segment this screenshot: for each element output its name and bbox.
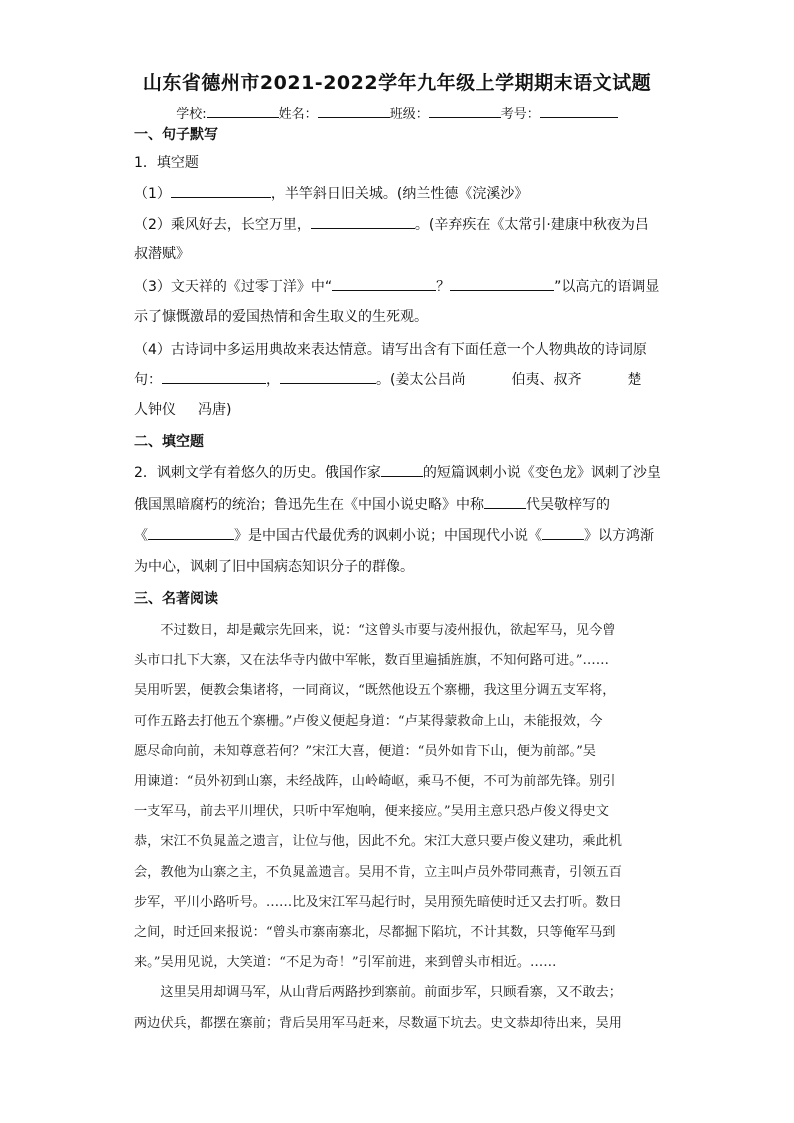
answer-blank[interactable] — [381, 464, 423, 477]
q2-text: 俄国黑暗腐朽的统治；鲁迅先生在《中国小说史略》中称 — [134, 497, 484, 513]
answer-blank[interactable] — [280, 371, 376, 384]
q2-text: 》以方鸿渐 — [584, 528, 654, 544]
question-2-line-3 — [134, 525, 654, 545]
answer-blank[interactable] — [484, 496, 526, 509]
q2-text: 》是中国古代最优秀的讽刺小说；中国现代小说《 — [234, 528, 542, 544]
item-4-hint-2: 伯夷、叔齐 — [511, 372, 582, 388]
passage-line: 会，教他为山寨之主，不负晁盖遗言。吴用不肯，立主叫卢员外带同燕青，引领五百 — [134, 864, 622, 880]
passage-line: 吴用听罢，便教会集诸将，一同商议，“既然他设五个寨栅，我这里分调五支军将， — [134, 683, 616, 699]
item-4-hint-3: 楚 — [627, 372, 642, 388]
item-4-label: 句： — [134, 372, 162, 388]
answer-blank[interactable] — [542, 527, 584, 540]
number-blank[interactable] — [540, 105, 618, 118]
passage-line: 愿尽命向前，未知尊意若何？”宋江大喜，便道：“员外如肯下山，便为前部。”吴 — [134, 743, 596, 759]
passage-line: 恭，宋江不负晁盖之遗言，让位与他，因此不允。宋江大意只要卢俊义建功，乘此机 — [134, 834, 622, 850]
passage-line: 用谏道：“员外初到山寨，未经战阵，山岭崎岖，乘马不便，不可为前部先锋。别引 — [134, 774, 616, 789]
question-1-item-3-cont: 示了慷慨激昂的爱国热情和舍生取义的生死观。 — [134, 309, 428, 325]
question-1-item-4-line-3 — [134, 399, 231, 419]
student-info-line — [0, 103, 794, 122]
answer-blank[interactable] — [450, 278, 554, 291]
question-2-line-4: 为中心，讽刺了旧中国病态知识分子的群像。 — [134, 559, 414, 575]
answer-blank[interactable] — [148, 527, 234, 540]
q2-text: 2．讽刺文学有着悠久的历史。俄国作家 — [134, 465, 381, 481]
passage-line: 不过数日，却是戴宗先回来，说：“这曾头市要与凌州报仇，欲起军马，见今曾 — [134, 623, 616, 638]
passage-line: 一支军马，前去平川埋伏，只听中军炮响，便来接应。”吴用主意只恐卢俊义得史文 — [134, 804, 609, 820]
passage-line: 可作五路去打他五个寨栅。”卢俊义便起身道：“卢某得蒙救命上山，未能报效，今 — [134, 713, 603, 729]
answer-blank[interactable] — [171, 185, 271, 198]
q2-text: 《 — [134, 528, 148, 544]
question-1-item-2 — [134, 214, 649, 234]
item-3-text: （3）文天祥的《过零丁洋》中“ — [134, 279, 333, 295]
number-label: 考号： — [500, 107, 540, 122]
question-1-item-4: （4）古诗词中多运用典故来表达情意。请写出含有下面任意一个人物典故的诗词原 — [134, 342, 647, 358]
question-1-item-2-cont: 叔潜赋》 — [134, 246, 190, 262]
passage-line: 之间，时迁回来报说：“曾头市寨南寨北，尽都掘下陷坑，不计其数，只等俺军马到 — [134, 925, 616, 940]
passage-line: 来。”吴用见说，大笑道：“不足为奇！”引军前进，来到曾头市相近。…… — [134, 955, 557, 971]
question-2-line-2 — [134, 494, 610, 514]
item-1-text: ，半竿斜日旧关城。(纳兰性德《浣溪沙》 — [270, 186, 529, 202]
section-heading-2: 二、填空题 — [134, 434, 204, 450]
item-4-hint-5: 冯唐) — [198, 402, 232, 418]
answer-blank[interactable] — [332, 278, 436, 291]
item-3-mark: ？ — [436, 279, 451, 295]
question-1-item-4-line-2 — [134, 369, 641, 389]
item-2-text: （2）乘风好去，长空万里， — [134, 217, 311, 233]
question-1-stem: 1．填空题 — [134, 155, 199, 171]
answer-blank[interactable] — [162, 371, 266, 384]
name-blank[interactable] — [318, 105, 390, 118]
school-blank[interactable] — [207, 105, 279, 118]
class-label: 班级： — [389, 107, 429, 122]
item-4-comma: ， — [266, 372, 280, 388]
question-1-item-3 — [134, 276, 659, 296]
passage-line: 头市口扎下大寨，又在法华寺内做中军帐，数百里遍插旌旗，不知何路可进。”…… — [134, 653, 609, 669]
class-blank[interactable] — [429, 105, 501, 118]
question-2-line-1 — [134, 462, 661, 482]
item-1-number: （1） — [134, 186, 171, 202]
passage-line: 步军，平川小路听号。……比及宋江军马起行时，吴用预先暗使时迁又去打听。数日 — [134, 894, 622, 910]
item-4-hint-4: 人钟仪 — [134, 402, 176, 418]
q2-text: 代吴敬梓写的 — [526, 497, 610, 513]
q2-text: 的短篇讽刺小说《变色龙》讽刺了沙皇 — [422, 465, 661, 481]
name-label: 姓名： — [278, 107, 318, 122]
page-title: 山东省德州市2021-2022学年九年级上学期期末语文试题 — [142, 72, 652, 94]
passage-line: 两边伏兵，都摆在寨前；背后吴用军马赶来，尽数逼下坑去。史文恭却待出来，吴用 — [134, 1015, 622, 1031]
passage-line: 这里吴用却调马军，从山背后两路抄到寨前。前面步军，只顾看寨，又不敢去； — [134, 985, 622, 1001]
section-heading-3: 三、名著阅读 — [134, 591, 218, 607]
school-label: 学校: — [176, 107, 207, 122]
item-2-source: 。(辛弃疾在《太常引·建康中秋夜为吕 — [414, 217, 649, 233]
answer-blank[interactable] — [311, 216, 415, 229]
item-3-tail: ”以高亢的语调显 — [554, 279, 660, 295]
item-4-hint-1: 。(姜太公吕尚 — [376, 372, 466, 388]
section-heading-1: 一、句子默写 — [134, 127, 218, 143]
question-1-item-1 — [134, 183, 528, 203]
